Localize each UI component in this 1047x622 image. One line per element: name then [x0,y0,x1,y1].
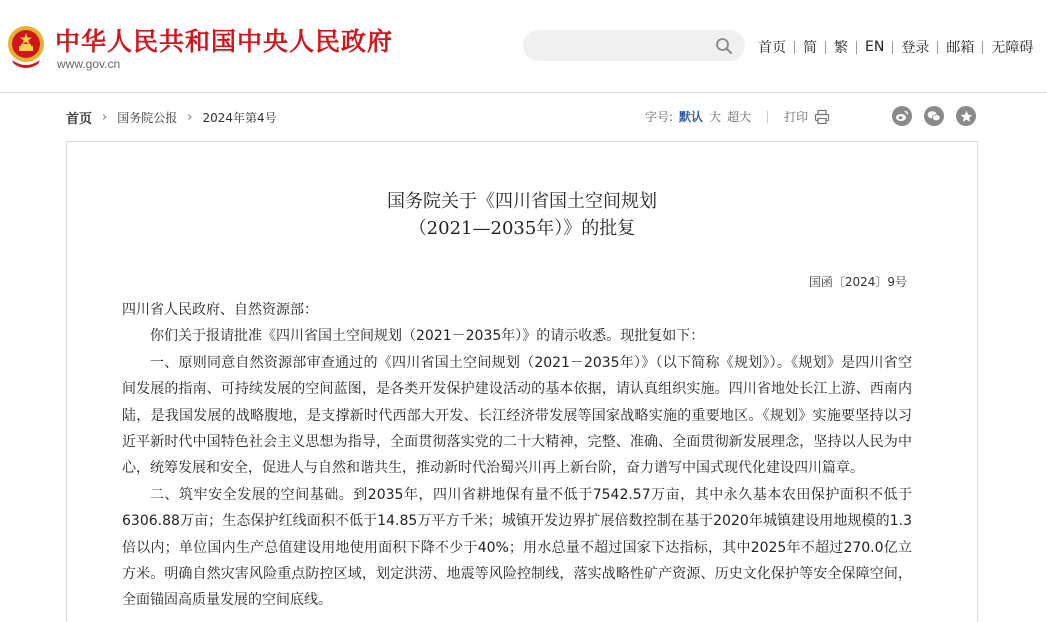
font-size-label: 字号: [645,110,674,124]
article-title [67,188,977,242]
top-nav [758,37,1033,57]
print-button[interactable]: 打印 [784,110,809,124]
article-panel [66,141,978,622]
favorite-icon[interactable] [956,106,976,126]
breadcrumb-gazette[interactable]: 国务院公报 [117,111,178,125]
site-header [0,0,1047,92]
site-title[interactable]: 中华人民共和国中央人民政府 [55,27,394,56]
nav-divider [982,41,983,54]
wechat-icon[interactable] [924,106,944,126]
article-title-line2: （2021—2035年）》的批复 [408,218,636,239]
national-emblem-icon[interactable] [6,24,46,70]
site-url[interactable]: www.gov.cn [57,57,121,71]
nav-divider [856,41,857,54]
nav-accessibility[interactable]: 无障碍 [991,40,1034,56]
chevron-right-icon: › [102,110,108,125]
paragraph: 你们关于报请批准《四川省国土空间规划（2021－2035年）》的请示收悉。现批复如下： [150,328,705,345]
search-icon[interactable] [715,37,733,55]
font-size-default[interactable]: 默认 [679,110,704,124]
nav-divider [937,41,938,54]
chevron-right-icon: › [187,110,193,125]
font-size-large[interactable]: 大 [709,110,722,124]
document-number: 国函〔2024〕9号 [808,275,907,289]
article-title-line1: 国务院关于《四川省国土空间规划 [387,191,657,212]
article-tools [645,108,830,125]
font-size-xlarge[interactable]: 超大 [727,110,752,124]
breadcrumb-home[interactable]: 首页 [66,112,93,127]
header-divider [0,92,1047,93]
nav-mailbox[interactable]: 邮箱 [946,40,975,56]
nav-divider [825,41,826,54]
wechat-glyph-icon [927,110,941,122]
paragraph: 二、筑牢安全发展的空间基础。到2035年，四川省耕地保有量不低于7542.57万亩，其中永久基本农田保护面积不低于6306.88万亩；生态保护红线面积不低于14.85万平方千米；城镇开发边界扩展倍数控制在基于2020年城镇建设用地规模的1.3倍以内；单位国内生产总值建设用地使用面积下降不少于40%；用水总量不超过国家下达指标，其中2025年不超过270.0亿立方米。明确自然灾害风险重点防控区域，划定洪涝、地震等风险控制线，落实战略性矿产资源、历史文化保护等安全保障空间，全面锚固高质量发展的空间底线。 [122,486,912,609]
nav-home[interactable]: 首页 [758,40,786,56]
nav-divider [892,41,893,54]
nav-divider [794,41,795,54]
weibo-glyph-icon [895,110,909,122]
print-icon[interactable] [814,109,830,125]
paragraph: 一、原则同意自然资源部审查通过的《四川省国土空间规划（2021－2035年）》（以下简称《规划》）。《规划》是四川省空间发展的指南、可持续发展的空间蓝图，是各类开发保护建设活动的基本依据，请认真组织实施。四川省地处长江上游、西南内陆，是我国发展的战略腹地，是支撑新时代西部大开发、长江经济带发展等国家战略实施的重要地区。《规划》实施要坚持以习近平新时代中国特色社会主义思想为指导，全面贯彻落实党的二十大精神，完整、准确、全面贯彻新发展理念，坚持以人民为中心，统筹发展和安全，促进人与自然和谐共生，推动新时代治蜀兴川再上新台阶，奋力谱写中国式现代化建设四川篇章。 [122,354,912,477]
salutation: 四川省人民政府、自然资源部： [122,302,318,318]
weibo-icon[interactable] [892,106,912,126]
nav-login[interactable]: 登录 [901,40,930,56]
nav-simplified[interactable]: 简 [803,40,817,56]
nav-traditional[interactable]: 繁 [834,40,848,56]
breadcrumb-issue[interactable]: 2024年第4号 [202,111,277,125]
article-body [122,297,912,614]
search-box [523,30,745,61]
search-input[interactable] [537,35,711,57]
breadcrumb [66,108,277,127]
tools-divider [767,111,768,123]
star-icon [960,110,973,123]
nav-english[interactable]: EN [865,39,885,55]
